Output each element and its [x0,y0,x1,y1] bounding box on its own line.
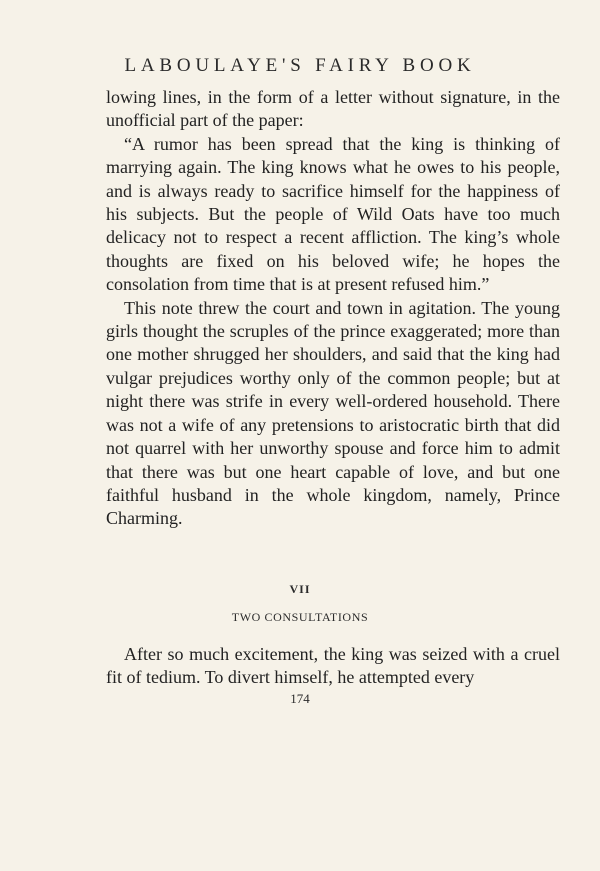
page-body-text [106,86,560,531]
chapter-paragraph: After so much excitement, the king was seized with a cruel fit of tedium. To divert himself, he attempted every [106,644,560,688]
chapter-title: TWO CONSULTATIONS [231,610,369,624]
paragraph-2-quotation: “A rumor has been spread that the king is thinking of marrying again. The king knows what he owes to his people, and is always ready to sacrifice himself for the happiness of his subjects. But the people of Wild Oats have too much delicacy not to respect a recent affliction. The king’s whole thoughts are fixed on his beloved wife; he hopes the consolation from time that is at present refused him.” [106,133,560,295]
chapter-opening-text [106,643,560,690]
running-head: LABOULAYE'S FAIRY BOOK [124,55,476,76]
chapter-number: VII [289,582,311,596]
paragraph-3: This note threw the court and town in agitation. The young girls thought the scruples of the prince exaggerated; more than one mother shrugged her shoulders, and said that the king had vulgar prejudices worthy only of the common people; but at night there was strife in every well-ordered household. There was not a wife of any pretensions to aristocratic birth that did not quarrel with her unworthy spouse and force him to admit that there was but one heart capable of love, and but one faithful husband in the whole kingdom, namely, Prince Charming. [106,297,560,529]
paragraph-1: lowing lines, in the form of a letter without signature, in the unofficial part of the paper: [106,87,560,131]
page-number: 174 [290,691,310,706]
